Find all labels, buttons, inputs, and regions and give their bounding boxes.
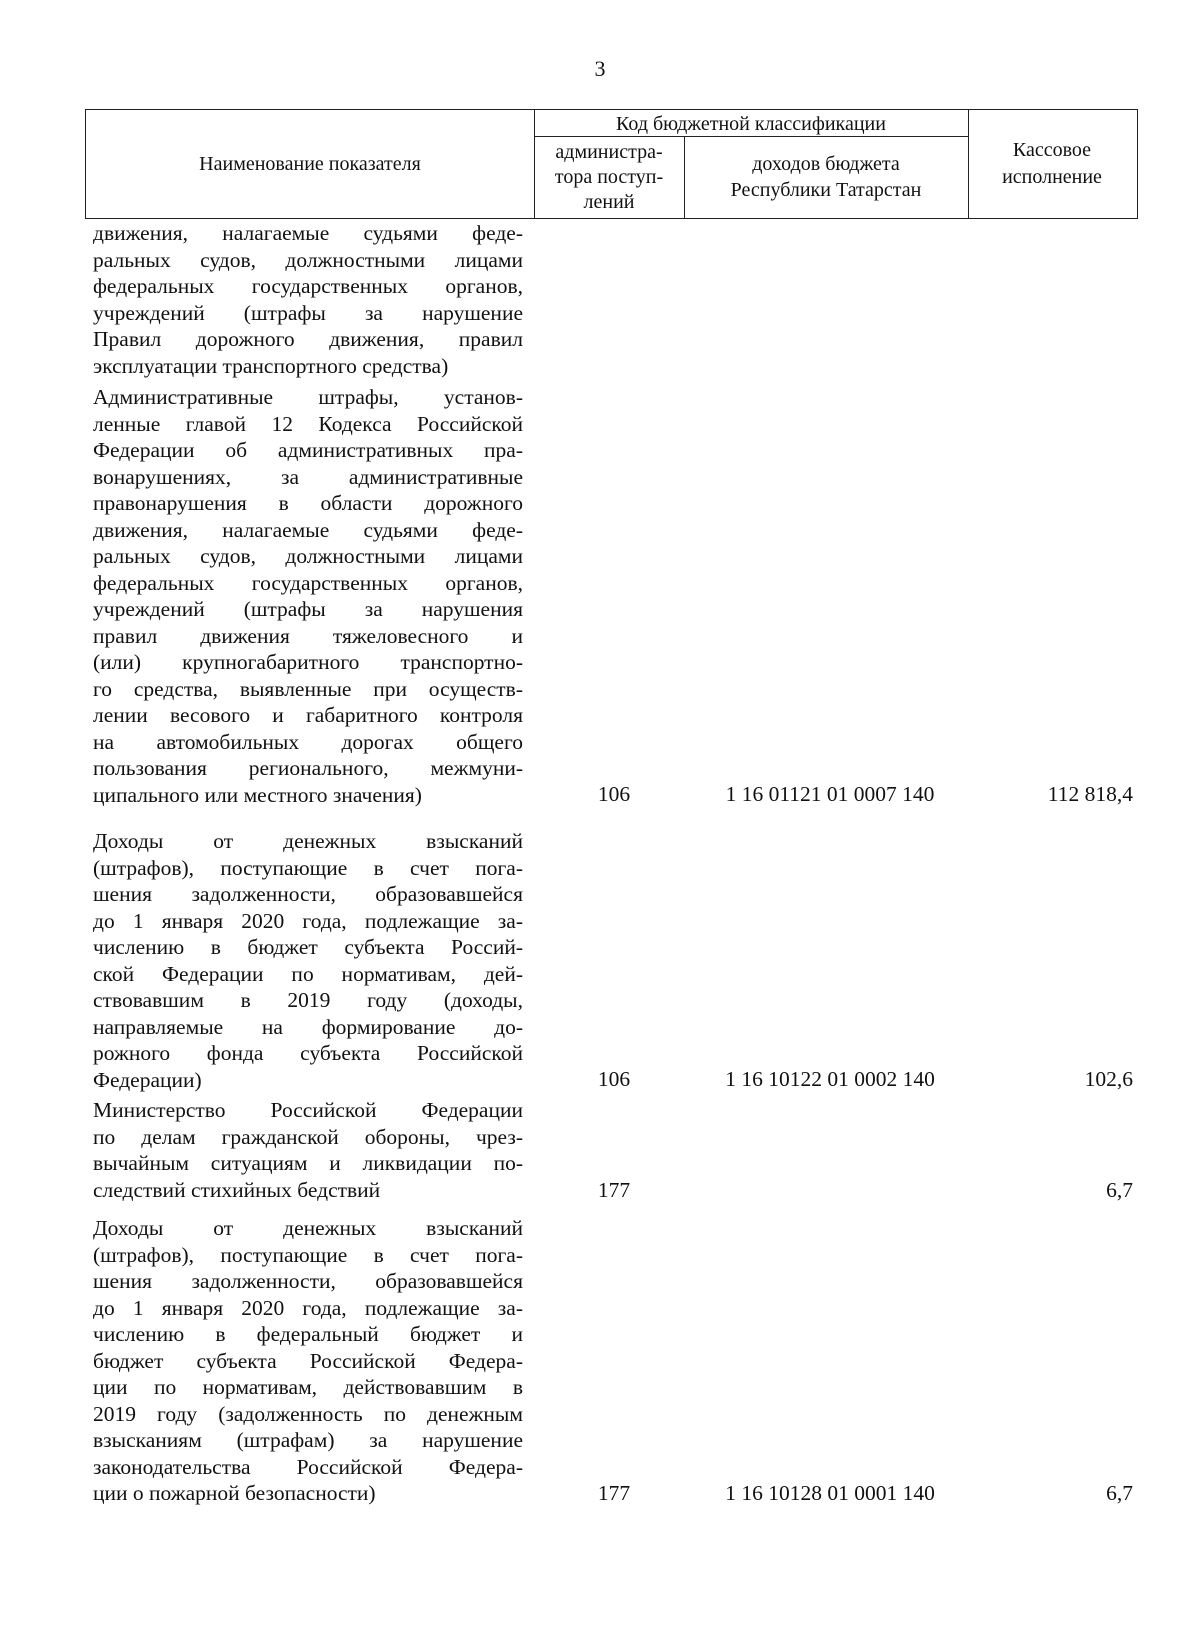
- row-revenue-code: 1 16 10122 01 0002 140: [725, 1067, 935, 1091]
- row-name-line: движения, налагаемые судьями феде-: [93, 221, 523, 245]
- row-name-line: Правил дорожного движения, правил: [93, 327, 523, 351]
- row-name-line: правонарушения в области дорожного: [93, 491, 523, 515]
- row-revenue-code: 1 16 01121 01 0007 140: [725, 782, 935, 806]
- row-name-line: шения задолженности, образовавшейся: [93, 1269, 523, 1293]
- row-cash-value: 102,6: [1084, 1067, 1133, 1091]
- header-name-column: Наименование показателя: [199, 152, 421, 175]
- row-name: [93, 828, 523, 1093]
- row-name-line: направляемые на формирование до-: [93, 1014, 523, 1039]
- header-cash-column: [968, 110, 1136, 217]
- row-name-line: 2019 году (задолженность по денежным: [93, 1401, 523, 1426]
- row-admin-code: 106: [597, 1067, 631, 1091]
- header-cash-line: Кассовое: [1012, 138, 1092, 161]
- row-name-line: на автомобильных дорогах общего: [93, 729, 523, 754]
- row-cash-value: 6,7: [1106, 1481, 1133, 1505]
- row-name-line: (или) крупногабаритного транспортно-: [93, 650, 523, 674]
- row-name-line: рожного фонда субъекта Российской: [93, 1041, 523, 1065]
- row-name: [93, 1215, 523, 1507]
- row-name-line: Министерство Российской Федерации: [93, 1098, 523, 1122]
- row-name-line: учреждений (штрафы за нарушение: [93, 300, 523, 325]
- row-name-line: ции по нормативам, действовавшим в: [93, 1375, 523, 1399]
- header-revenue-column: [684, 137, 968, 217]
- row-name-line: (штрафов), поступающие в счет пога-: [93, 855, 523, 880]
- row-name-line: эксплуатации транспортного средства): [93, 353, 449, 378]
- page-number: 3: [594, 56, 606, 81]
- header-revenue-line: Республики Татарстан: [730, 179, 922, 201]
- row-name-line: ральных судов, должностными лицами: [93, 544, 523, 568]
- row-name-line: ции о пожарной безопасности): [93, 1481, 376, 1505]
- row-name-line: учреждений (штрафы за нарушения: [93, 597, 523, 621]
- row-revenue-code: 1 16 10128 01 0001 140: [725, 1481, 935, 1505]
- row-name-line: ствовавшим в 2019 году (доходы,: [93, 988, 523, 1012]
- row-name-line: Федерации об административных пра-: [93, 438, 523, 462]
- row-name-line: числению в бюджет субъекта Россий-: [93, 935, 523, 959]
- header-revenue-line: доходов бюджета: [752, 153, 900, 175]
- row-name-line: следствий стихийных бедствий: [93, 1177, 381, 1202]
- header-admin-line: тора поступ-: [554, 165, 664, 188]
- row-name-line: числению в федеральный бюджет и: [93, 1322, 523, 1346]
- row-name-line: го средства, выявленные при осуществ-: [93, 676, 523, 701]
- row-name-line: Доходы от денежных взысканий: [93, 1216, 523, 1240]
- row-name-line: вонарушениях, за административные: [93, 464, 523, 489]
- header-admin-line: администра-: [555, 140, 663, 163]
- row-name-line: законодательства Российской Федера-: [93, 1454, 523, 1479]
- row-name-line: федеральных государственных органов,: [93, 274, 523, 298]
- row-admin-code: 177: [597, 1178, 631, 1202]
- row-name-line: пользования регионального, межмуни-: [93, 756, 523, 780]
- table-header: [85, 109, 1138, 219]
- row-admin-code: 106: [597, 782, 631, 806]
- row-name-line: ленные главой 12 Кодекса Российской: [93, 411, 523, 436]
- row-name-line: взысканиям (штрафам) за нарушение: [93, 1428, 523, 1452]
- row-name-line: Федерации): [93, 1067, 202, 1092]
- row-name-line: Административные штрафы, установ-: [93, 385, 523, 409]
- header-code-group: Код бюджетной классификации: [616, 112, 886, 135]
- row-cash-value: 6,7: [1106, 1178, 1133, 1202]
- row-name-line: движения, налагаемые судьями феде-: [93, 517, 523, 542]
- header-admin-column: [534, 137, 684, 217]
- row-name-line: Доходы от денежных взысканий: [93, 829, 523, 853]
- row-name-line: ральных судов, должностными лицами: [93, 247, 523, 272]
- row-name-line: ской Федерации по нормативам, дей-: [93, 961, 523, 986]
- row-name-line: вычайным ситуациям и ликвидации по-: [93, 1151, 523, 1175]
- header-admin-line: лений: [583, 190, 635, 213]
- row-name-line: ципального или местного значения): [93, 782, 422, 807]
- row-name-line: лении весового и габаритного контроля: [93, 703, 523, 727]
- row-name-line: до 1 января 2020 года, подлежащие за-: [93, 908, 523, 933]
- row-cash-value: 112 818,4: [1047, 782, 1133, 806]
- row-name-line: до 1 января 2020 года, подлежащие за-: [93, 1295, 523, 1320]
- row-name-line: шения задолженности, образовавшейся: [93, 882, 523, 906]
- row-admin-code: 177: [597, 1481, 631, 1505]
- row-name-line: по делам гражданской обороны, чрез-: [93, 1124, 523, 1149]
- row-name: [93, 220, 523, 379]
- row-name-line: федеральных государственных органов,: [93, 570, 523, 595]
- header-cash-line: исполнение: [1002, 165, 1102, 188]
- row-name: [93, 384, 523, 808]
- row-name-line: правил движения тяжеловесного и: [93, 623, 523, 648]
- row-name-line: (штрафов), поступающие в счет пога-: [93, 1242, 523, 1267]
- row-name-line: бюджет субъекта Российской Федера-: [93, 1348, 523, 1373]
- row-name: [93, 1097, 523, 1203]
